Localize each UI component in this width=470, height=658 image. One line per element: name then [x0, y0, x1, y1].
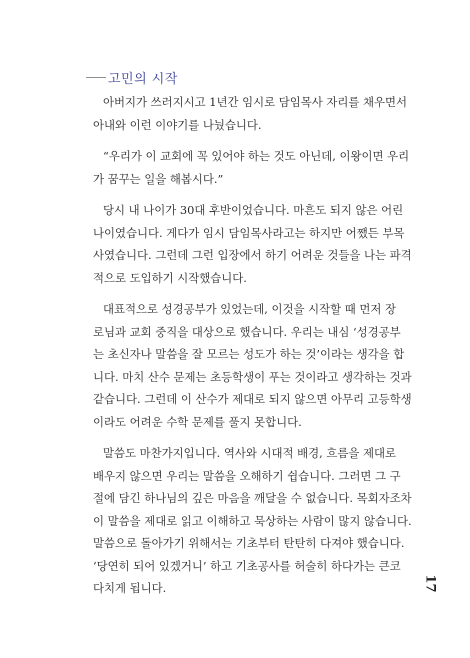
text-line: 다치게 됩니다.	[93, 581, 167, 595]
text-line: 말씀으로 돌아가기 위해서는 기초부터 탄탄히 다져야 했습니다.	[93, 536, 405, 550]
text-line: 말씀도 마찬가지입니다. 역사와 시대적 배경, 흐름을 제대로	[103, 446, 397, 460]
paragraph-5	[93, 442, 412, 600]
text-line: 절에 담긴 하나님의 깊은 마음을 깨달을 수 없습니다. 목회자조차	[93, 491, 412, 505]
text-line: 대표적으로 성경공부가 있었는데, 이것을 시작할 때 먼저 장	[103, 302, 397, 316]
text-line: “우리가 이 교회에 꼭 있어야 하는 것도 아닌데, 이왕이면 우리	[103, 149, 410, 163]
paragraph-1	[93, 91, 408, 136]
text-line: 가 꿈꾸는 일을 해봅시다.”	[93, 171, 224, 186]
paragraph-4	[93, 298, 412, 433]
section-heading	[86, 68, 178, 87]
text-line: 이라도 어려운 수학 문제를 풀지 못합니다.	[93, 414, 302, 429]
section-title: 고민의 시작	[108, 72, 178, 87]
text-line: 로님과 교회 중직을 대상으로 했습니다. 우리는 내심 ‘성경공부	[93, 324, 401, 339]
paragraph-2	[93, 145, 410, 190]
text-line: 이 말씀을 제대로 읽고 이해하고 묵상하는 사람이 많지 않습니다.	[93, 513, 412, 528]
text-line: 는 초신자나 말씀을 잘 모르는 성도가 하는 것’이라는 생각을 합	[93, 347, 405, 361]
text-line: ‘당연히 되어 있겠거니’ 하고 기초공사를 허술히 하다가는 큰코	[93, 558, 401, 573]
body-text	[93, 91, 412, 609]
text-line: 아내와 이런 이야기를 나눴습니다.	[93, 117, 262, 132]
heading-rule	[86, 77, 106, 78]
text-line: 배우지 않으면 우리는 말씀을 오해하기 쉽습니다. 그러면 그 구	[93, 468, 401, 483]
text-line: 니다. 마치 산수 문제는 초등학생이 푸는 것이라고 생각하는 것과	[93, 369, 412, 384]
text-line: 같습니다. 그런데 이 산수가 제대로 되지 않으면 아무리 고등학생	[93, 392, 412, 406]
text-line: 사였습니다. 그런데 그런 입장에서 하기 어려운 것들을 나는 파격	[93, 248, 412, 262]
text-line: 나이였습니다. 게다가 임시 담임목사라고는 하지만 어쨌든 부목	[93, 225, 405, 240]
page-number: 17	[422, 574, 438, 593]
paragraph-3	[93, 199, 412, 289]
text-line: 당시 내 나이가 30대 후반이었습니다. 마흔도 되지 않은 어린	[103, 203, 404, 217]
text-line: 적으로 도입하기 시작했습니다.	[93, 270, 247, 285]
text-line: 아버지가 쓰러지시고 1년간 임시로 담임목사 자리를 채우면서	[103, 95, 408, 109]
